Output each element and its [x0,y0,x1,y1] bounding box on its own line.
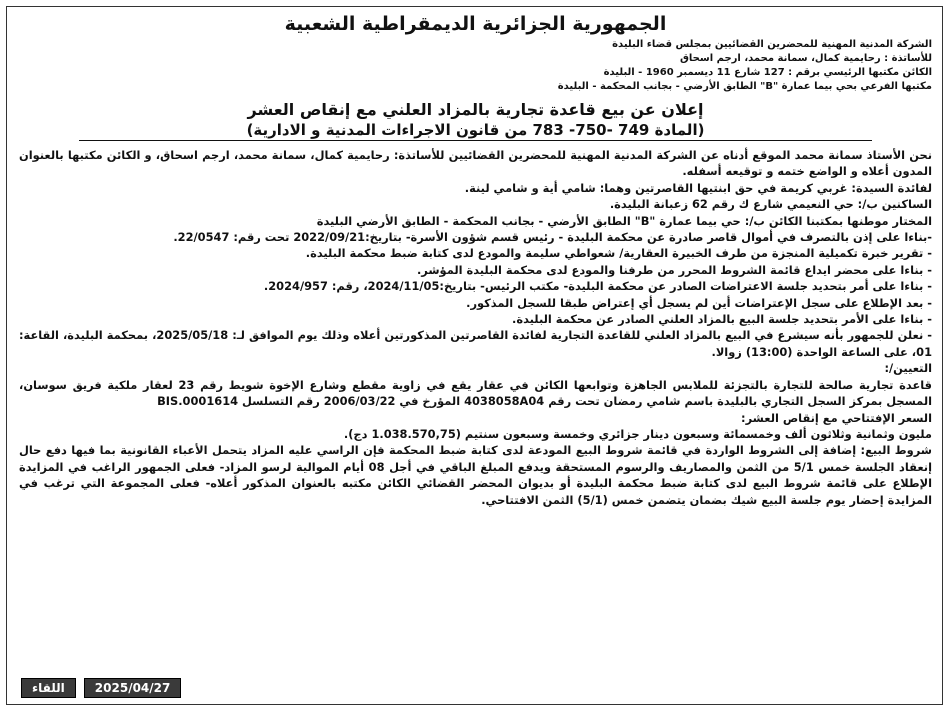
office-line-3: الكائن مكتبها الرئيسي برقم : 127 شارع 11 ديسمبر 1960 - البليدة [603,67,932,78]
body-paragraph: -بناءا على إذن بالتصرف في أموال قاصر صادرة عن محكمة البليدة - رئيس قسم شؤون الأسرة- بتاريخ:2022/09/21 تحت رقم: 22/0547. [173,230,932,245]
body-paragraph: - بناءا على أمر بتحديد جلسة الاعتراضات الصادر عن محكمة البليدة- مكتب الرئيس- بتاريخ:2024/11/05، رقم: 2024/957. [263,279,932,294]
announcement-subtitle: (المادة 749 -750- 783 من قانون الاجراءات المدنية و الادارية) [79,120,872,141]
body-paragraph: قاعدة تجارية صالحة للتجارة بالتجزئة للملابس الجاهزة وتوابعها الكائن في عقار يقع في زاوية مقطع وشارع الإخوة شويط رقم 23 لعقار ملكية فريق سوسان، المسجل بمركز السجل التجاري بالبليدة باسم شامي رمضان تحت رقم 4038058A04 المؤرخ في 2006/03/22 رقم التسلسل BIS.0001614 [19,377,932,409]
body-paragraph: لفائدة السيدة: غربي كريمة في حق ابنتيها القاصرتين وهما: شامي أية و شامي لينة. [464,180,932,195]
office-line-1: الشركة المدنية المهنية للمحضرين القضائيين بمجلس قضاء البليدة [612,39,932,50]
body-paragraph: الساكنين ب/: حي النعيمي شارع ك رقم 62 زعبانة البليدة. [609,197,932,212]
body-paragraph: شروط البيع: إضافة إلى الشروط الواردة في قائمة شروط البيع المودعة لدى كتابة ضبط المحكمة فإن الراسي عليه المزاد يتحمل الأعباء القانونية بما فيها دفع حال إنعقاد الجلسة خمس 5/1 من الثمن والمصاريف والرسوم المستحقة ويدفع المبلغ الباقي في أجل 08 أيام الموالية لرسو المزاد- فعلى الجمهور الراغب في المزايدة الإطلاع على قائمة شروط البيع لدى كتابة ضبط محكمة البليدة أو بديوان المحضر القضائي الكائن مكتبه بالعنوان المذكور أعلاه- فعلى المجموعة التي ترغب في المزايدة إحضار يوم جلسة البيع شيك بضمان يتضمن خمس (5/1) الثمن الافتتاحي. [19,443,932,507]
announcement-title: إعلان عن بيع قاعدة تجارية بالمزاد العلني مع إنقاص العشر [247,100,704,119]
body-paragraph: - بعد الإطلاع على سجل الإعتراضات أين لم يسجل أي إعتراض طبقا للسجل المذكور. [466,295,932,310]
publication-date: 2025/04/27 [84,678,182,698]
newspaper-name: اللقاء [21,678,76,698]
office-line-4: مكتبها الفرعي بحي بيما عمارة "B" الطابق الأرضي - بجانب المحكمة - البليدة [557,81,932,92]
announcement-frame [6,6,943,705]
legal-announcement [19,13,932,508]
body-paragraph: المختار موطنها بمكتبنا الكائن ب/: حي بيما عمارة "B" الطابق الأرضي - بجانب المحكمة - الطابق الأرضي البليدة [316,213,932,228]
body-paragraph: - بناءا على محضر ايداع قائمة الشروط المحرر من طرفنا والمودع لدى محكمة البليدة المؤشر. [416,262,932,277]
section-heading: السعر الإفتتاحي مع إنقاص العشر: [741,410,932,425]
office-line-2: للأساتذة : رحايمية كمال، سمانة محمد، ارجم اسحاق [679,53,932,64]
footer-tags [21,678,181,698]
body-paragraph: - بناءا على الأمر بتحديد جلسة البيع بالمزاد العلني الصادر عن محكمة البليدة. [512,312,932,327]
body-paragraph: نحن الأستاذ سمانة محمد الموقع أدناه عن الشركة المدنية المهنية للمحضرين القضائيين للأساتذة: رحايمية كمال، سمانة محمد، ارجم اسحاق، و الكائن مكتبها بالعنوان المدون أعلاه و الواضع ختمه و توقيعه أسفله. [19,148,932,179]
announcement-body [19,147,932,508]
section-heading: التعيين/: [884,361,932,376]
body-paragraph: مليون وثمانية وثلاثون ألف وخمسمائة وسبعون دينار جزائري وخمسة وسبعون سنتيم (1.038.570,75 دج). [343,426,932,441]
body-paragraph: - تقرير خبرة تكميلية المنجزة من طرف الخبيرة العقارية/ شعواطي سليمة والمودع لدى كتابة ضبط محكمة البليدة. [305,246,932,261]
republic-heading: الجمهورية الجزائرية الديمقراطية الشعبية [284,13,667,35]
body-paragraph: - نعلن للجمهور بأنه سيشرع في البيع بالمزاد العلني للقاعدة التجارية لفائدة القاصرتين المذكورتين أعلاه وذلك يوم الموافق لـ: 2025/05/18، بمحكمة البليدة، القاعة: 01، على الساعة الواحدة (13:00) زوالا. [19,328,932,359]
